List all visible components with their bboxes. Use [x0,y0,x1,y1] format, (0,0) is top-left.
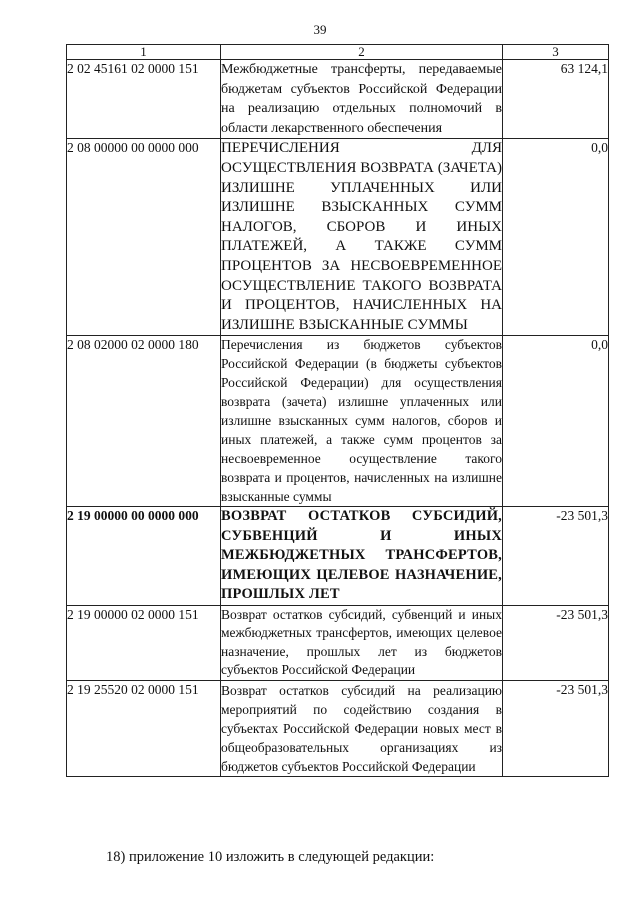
amendment-instruction: 18) приложение 10 изложить в следующей редакции: [106,849,435,865]
row-code: 2 19 25520 02 0000 151 [67,680,221,776]
column-header-name: 2 [221,45,503,60]
row-code: 2 19 00000 00 0000 000 [67,507,221,606]
table-row [67,139,609,336]
table-row-section [67,507,609,606]
row-name: Перечисления из бюджетов субъектов Российской Федерации (в бюджеты субъектов Российской Федерации) для осуществления возврата (зачета) излишне уплаченных или излишне взысканных сумм налогов, сборов и иных платежей, а также сумм процентов за несвоевременное осуществление такого возврата и процентов, начисленных на излишне взысканные суммы [221,336,503,507]
row-name: ПЕРЕЧИСЛЕНИЯ ДЛЯ ОСУЩЕСТВЛЕНИЯ ВОЗВРАТА (ЗАЧЕТА) ИЗЛИШНЕ УПЛАЧЕННЫХ ИЛИ ИЗЛИШНЕ ВЗЫСКАННЫХ СУММ НАЛОГОВ, СБОРОВ И ИНЫХ ПЛАТЕЖЕЙ, А ТАКЖЕ СУММ ПРОЦЕНТОВ ЗА НЕСВОЕВРЕМЕННОЕ ОСУЩЕСТВЛЕНИЕ ТАКОГО ВОЗВРАТА И ПРОЦЕНТОВ, НАЧИСЛЕННЫХ НА ИЗЛИШНЕ ВЗЫСКАННЫЕ СУММЫ [221,139,503,336]
table-row [67,336,609,507]
row-amount: -23 501,3 [503,507,609,606]
table-row [67,60,609,139]
row-amount: 0,0 [503,139,609,336]
row-amount: 63 124,1 [503,60,609,139]
table-row [67,680,609,776]
row-amount: -23 501,3 [503,605,609,680]
row-name: Межбюджетные трансферты, передаваемые бюджетам субъектов Российской Федерации на реализацию отдельных полномочий в области лекарственного обеспечения [221,60,503,139]
column-header-code: 1 [67,45,221,60]
row-code: 2 19 00000 02 0000 151 [67,605,221,680]
row-code: 2 02 45161 02 0000 151 [67,60,221,139]
column-header-amount: 3 [503,45,609,60]
row-amount: -23 501,3 [503,680,609,776]
row-name: ВОЗВРАТ ОСТАТКОВ СУБСИДИЙ, СУБВЕНЦИЙ И ИНЫХ МЕЖБЮДЖЕТНЫХ ТРАНСФЕРТОВ, ИМЕЮЩИХ ЦЕЛЕВОЕ НАЗНАЧЕНИЕ, ПРОШЛЫХ ЛЕТ [221,507,503,606]
page-number: 39 [313,22,327,37]
table-row [67,605,609,680]
row-name: Возврат остатков субсидий на реализацию мероприятий по содействию создания в субъектах Российской Федерации новых мест в общеобразовательных организациях из бюджетов субъектов Российской Федерации [221,680,503,776]
row-name: Возврат остатков субсидий, субвенций и иных межбюджетных трансфертов, имеющих целевое назначение, прошлых лет из бюджетов субъектов Российской Федерации [221,605,503,680]
budget-revenue-table [66,44,609,777]
row-code: 2 08 00000 00 0000 000 [67,139,221,336]
row-code: 2 08 02000 02 0000 180 [67,336,221,507]
table-header-row [67,45,609,60]
row-amount: 0,0 [503,336,609,507]
